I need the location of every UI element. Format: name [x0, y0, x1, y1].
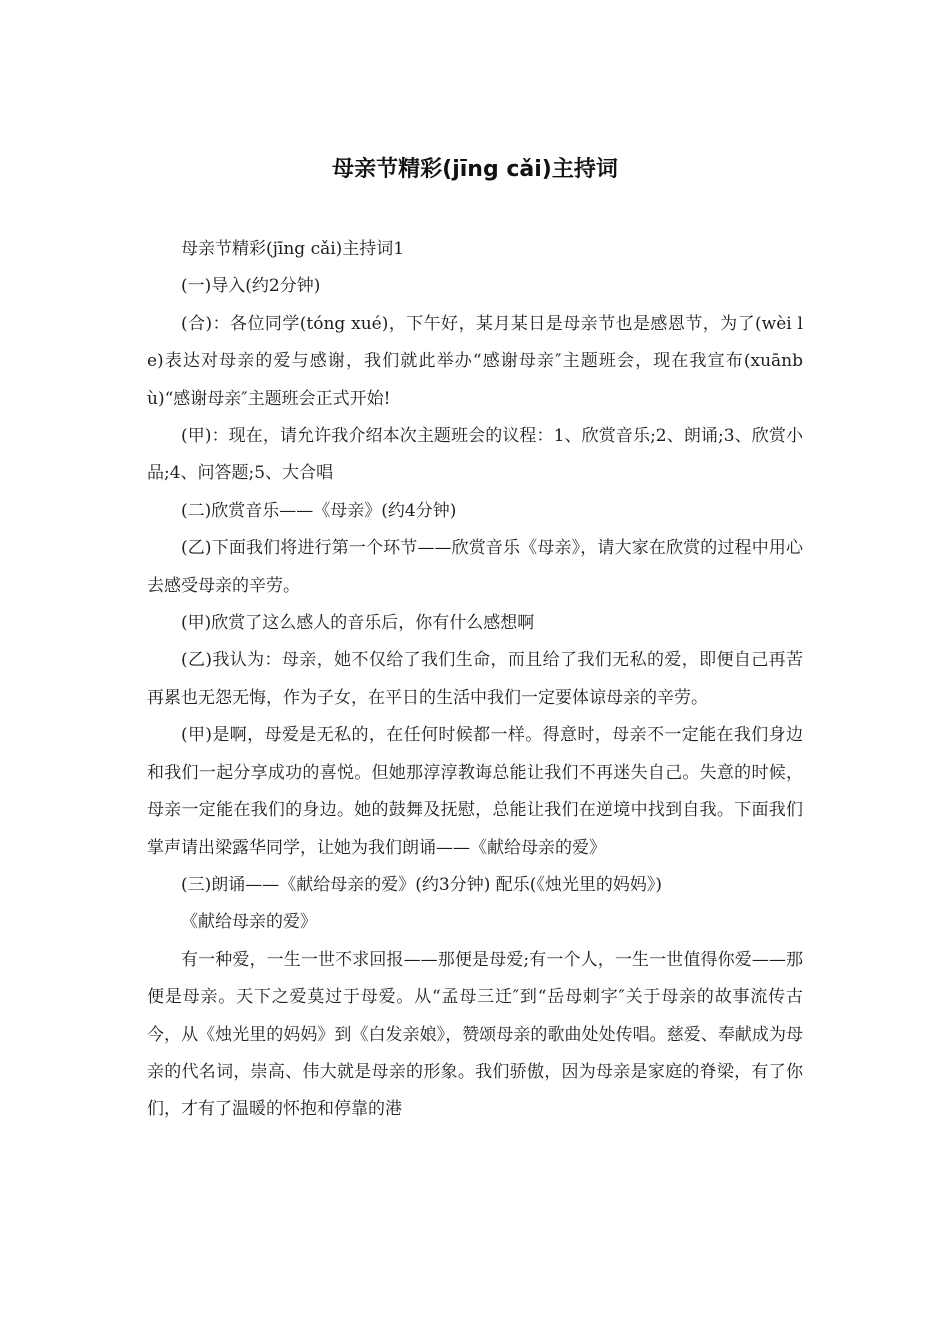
paragraph-heading: 母亲节精彩(jīng cǎi)主持词1: [181, 239, 405, 259]
paragraph: (乙)我认为：母亲，她不仅给了我们生命，而且给了我们无私的爱，即便自己再苦再累也无怨无悔，作为子女，在平日的生活中我们一定要体谅母亲的辛劳。: [147, 650, 803, 708]
section-heading-intro: (一)导入(约2分钟): [181, 276, 321, 297]
paragraph: (甲)是啊，母爱是无私的，在任何时候都一样。得意时，母亲不一定能在我们身边和我们一起分享成功的喜悦。但她那淳淳教诲总能让我们不再迷失自己。失意的时候，母亲一定能在我们的身边。她的鼓舞及抚慰，总能让我们在逆境中找到自我。下面我们掌声请出梁露华同学，让她为我们朗诵——《献给母亲的爱》: [147, 725, 803, 858]
paragraph: (甲)：现在，请允许我介绍本次主题班会的议程：1、欣赏音乐;2、朗诵;3、欣赏小品;4、问答题;5、大合唱: [147, 426, 803, 484]
paragraph: (合)：各位同学(tóng xué)，下午好，某月某日是母亲节也是感恩节，为了(wèi le)表达对母亲的爱与感谢，我们就此举办“感谢母亲″主题班会，现在我宣布(xuānbù)“感谢母亲″主题班会正式开始!: [147, 313, 803, 409]
document-title: 母亲节精彩(jīng cǎi)主持词: [332, 157, 618, 182]
paragraph: (甲)欣赏了这么感人的音乐后，你有什么感想啊: [181, 613, 535, 634]
poem-title: 《献给母亲的爱》: [181, 912, 317, 933]
paragraph: (乙)下面我们将进行第一个环节——欣赏音乐《母亲》，请大家在欣赏的过程中用心去感受母亲的辛劳。: [147, 538, 803, 596]
document-body: [147, 231, 803, 1129]
section-heading-recitation: (三)朗诵——《献给母亲的爱》(约3分钟) 配乐(《烛光里的妈妈》): [181, 874, 663, 895]
section-heading-music: (二)欣赏音乐——《母亲》(约4分钟): [181, 500, 457, 521]
paragraph: 有一种爱，一生一世不求回报——那便是母爱;有一个人，一生一世值得你爱——那便是母亲。天下之爱莫过于母爱。从“孟母三迁″到“岳母刺字″关于母亲的故事流传古今，从《烛光里的妈妈》到《白发亲娘》，赞颂母亲的歌曲处处传唱。慈爱、奉献成为母亲的代名词，崇高、伟大就是母亲的形象。我们骄傲，因为母亲是家庭的脊梁，有了你们，才有了温暖的怀抱和停靠的港: [147, 949, 803, 1120]
